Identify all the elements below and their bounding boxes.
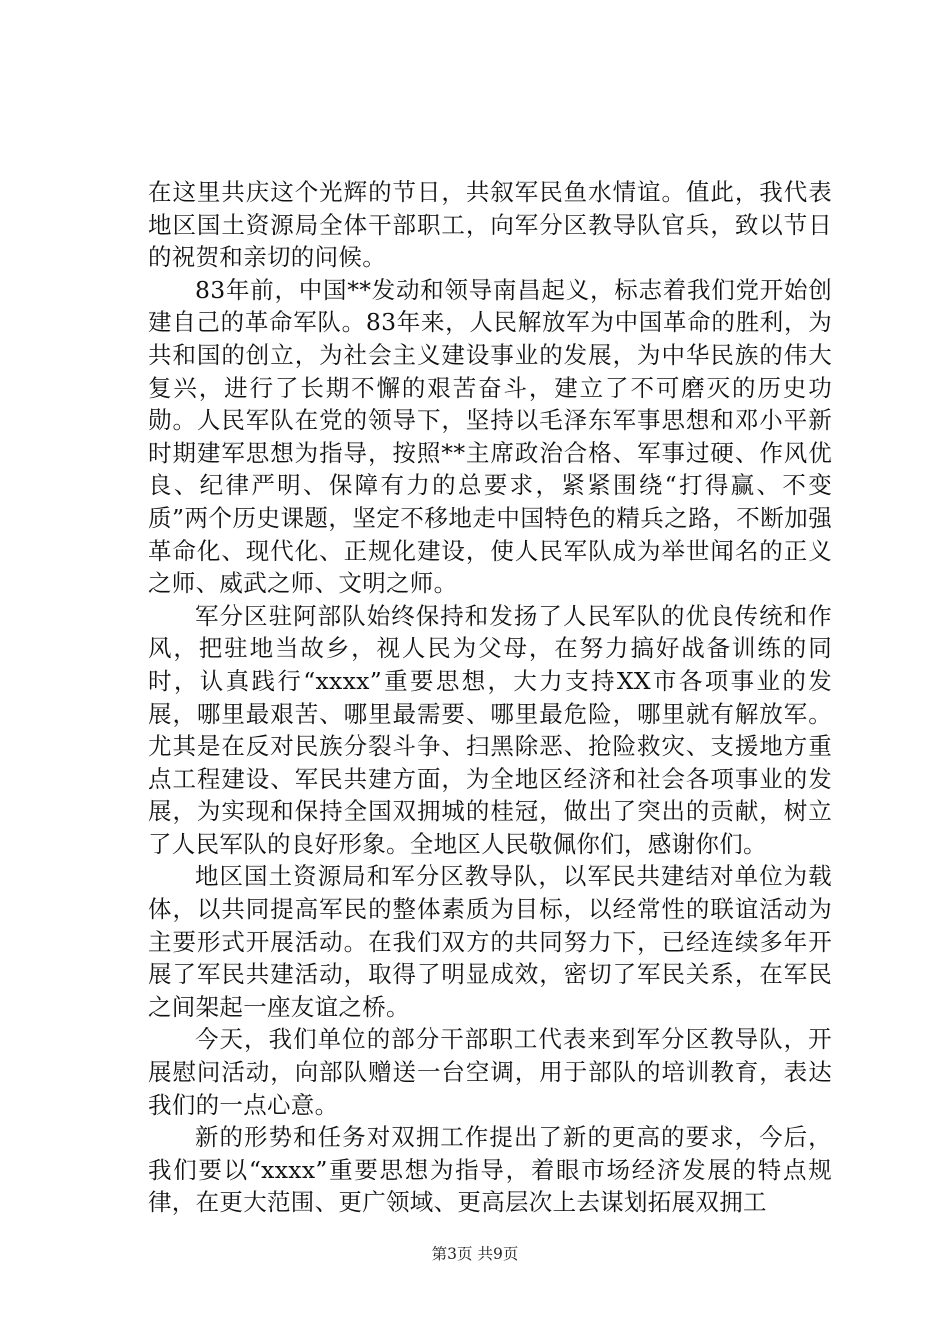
paragraph-visit: 今天，我们单位的部分干部职工代表来到军分区教导队，开展慰问活动，向部队赠送一台空调，用于部队的培训教育，表达我们的一点心意。 xyxy=(148,1025,832,1119)
paragraph-military-contribution: 军分区驻阿部队始终保持和发扬了人民军队的优良传统和作风，把驻地当故乡，视人民为父母，在努力搞好战备训练的同时，认真践行“xxxx”重要思想，大力支持XX市各项事业的发展，哪里最艰苦、哪里最需要、哪里最危险，哪里就有解放军。尤其是在反对民族分裂斗争、扫黑除恶、抢险救灾、支援地方重点工程建设、军民共建方面，为全地区经济和社会各项事业的发展，为实现和保持全国双拥城的桂冠，做出了突出的贡献，树立了人民军队的良好形象。全地区人民敬佩你们，感谢你们。 xyxy=(148,601,832,858)
page-number-footer: 第3页 共9页 xyxy=(431,1245,519,1263)
document-body xyxy=(148,176,832,1219)
paragraph-future: 新的形势和任务对双拥工作提出了新的更高的要求，今后，我们要以“xxxx”重要思想为指导，着眼市场经济发展的特点规律，在更大范围、更广领域、更高层次上去谋划拓展双拥工 xyxy=(148,1123,832,1217)
paragraph-joint-construction: 地区国土资源局和军分区教导队，以军民共建结对单位为载体，以共同提高军民的整体素质为目标，以经常性的联谊活动为主要形式开展活动。在我们双方的共同努力下，已经连续多年开展了军民共建活动，取得了明显成效，密切了军民关系，在军民之间架起一座友谊之桥。 xyxy=(148,862,832,1021)
paragraph-history: 83年前，中国**发动和领导南昌起义，标志着我们党开始创建自己的革命军队。83年来，人民解放军为中国革命的胜利，为共和国的创立，为社会主义建设事业的发展，为中华民族的伟大复兴，进行了长期不懈的艰苦奋斗，建立了不可磨灭的历史功勋。人民军队在党的领导下，坚持以毛泽东军事思想和邓小平新时期建军思想为指导，按照**主席政治合格、军事过硬、作风优良、纪律严明、保障有力的总要求，紧紧围绕“打得赢、不变质”两个历史课题，坚定不移地走中国特色的精兵之路，不断加强革命化、现代化、正规化建设，使人民军队成为举世闻名的正义之师、威武之师、文明之师。 xyxy=(148,275,832,598)
paragraph-continuation: 在这里共庆这个光辉的节日，共叙军民鱼水情谊。值此，我代表地区国土资源局全体干部职工，向军分区教导队官兵，致以节日的祝贺和亲切的问候。 xyxy=(148,178,832,272)
